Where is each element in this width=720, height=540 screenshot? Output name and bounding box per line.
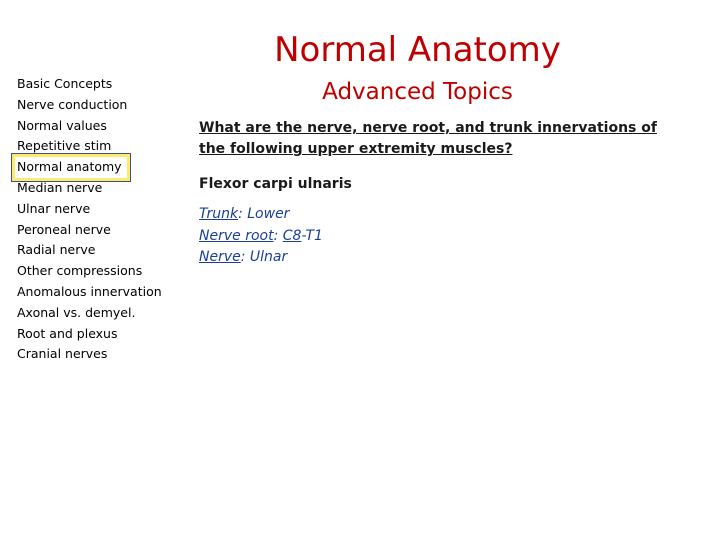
sidebar-item-repetitive-stim[interactable]: Repetitive stim bbox=[17, 138, 112, 154]
sidebar-nav bbox=[17, 74, 182, 365]
answer-block bbox=[199, 204, 323, 269]
trunk-answer-line bbox=[199, 204, 323, 226]
question-text: What are the nerve, nerve root, and trunk innervations of the following upper extremity muscles? bbox=[199, 120, 657, 157]
nerve-value: Ulnar bbox=[249, 249, 288, 265]
sidebar-item-nerve-conduction[interactable]: Nerve conduction bbox=[17, 96, 128, 112]
nerve-label: Nerve bbox=[199, 249, 241, 265]
trunk-label: Trunk bbox=[199, 206, 239, 222]
sidebar-item-radial-nerve[interactable]: Radial nerve bbox=[17, 242, 96, 258]
sidebar-item-median-nerve[interactable]: Median nerve bbox=[17, 179, 103, 195]
root-value-c8: C8 bbox=[282, 227, 302, 244]
sidebar-item-normal-anatomy[interactable]: Normal anatomy bbox=[15, 157, 127, 178]
sidebar-item-ulnar-nerve[interactable]: Ulnar nerve bbox=[17, 200, 91, 216]
sidebar-item-root-and-plexus[interactable]: Root and plexus bbox=[17, 325, 118, 341]
nerve-answer-line bbox=[199, 247, 323, 269]
root-answer-line bbox=[199, 226, 323, 248]
root-label: Nerve root bbox=[199, 227, 274, 244]
sidebar-item-cranial-nerves[interactable]: Cranial nerves bbox=[17, 346, 108, 362]
sidebar-item-basic-concepts[interactable]: Basic Concepts bbox=[17, 76, 113, 91]
trunk-value: Lower bbox=[247, 206, 290, 222]
sidebar-item-anomalous-innervation[interactable]: Anomalous innervation bbox=[17, 283, 162, 299]
root-colon: : bbox=[273, 227, 283, 244]
page-title: Normal Anatomy bbox=[274, 30, 561, 70]
root-value-t1: -T1 bbox=[301, 227, 323, 244]
trunk-colon: : bbox=[238, 206, 248, 222]
sidebar-item-axonal-vs-demyel[interactable]: Axonal vs. demyel. bbox=[17, 304, 136, 320]
nerve-colon: : bbox=[240, 249, 250, 265]
muscle-name: Flexor carpi ulnaris bbox=[199, 176, 352, 192]
sidebar-item-normal-values[interactable]: Normal values bbox=[17, 117, 107, 133]
sidebar-item-other-compressions[interactable]: Other compressions bbox=[17, 263, 143, 279]
page-subtitle: Advanced Topics bbox=[322, 79, 513, 105]
sidebar-item-peroneal-nerve[interactable]: Peroneal nerve bbox=[17, 221, 111, 237]
